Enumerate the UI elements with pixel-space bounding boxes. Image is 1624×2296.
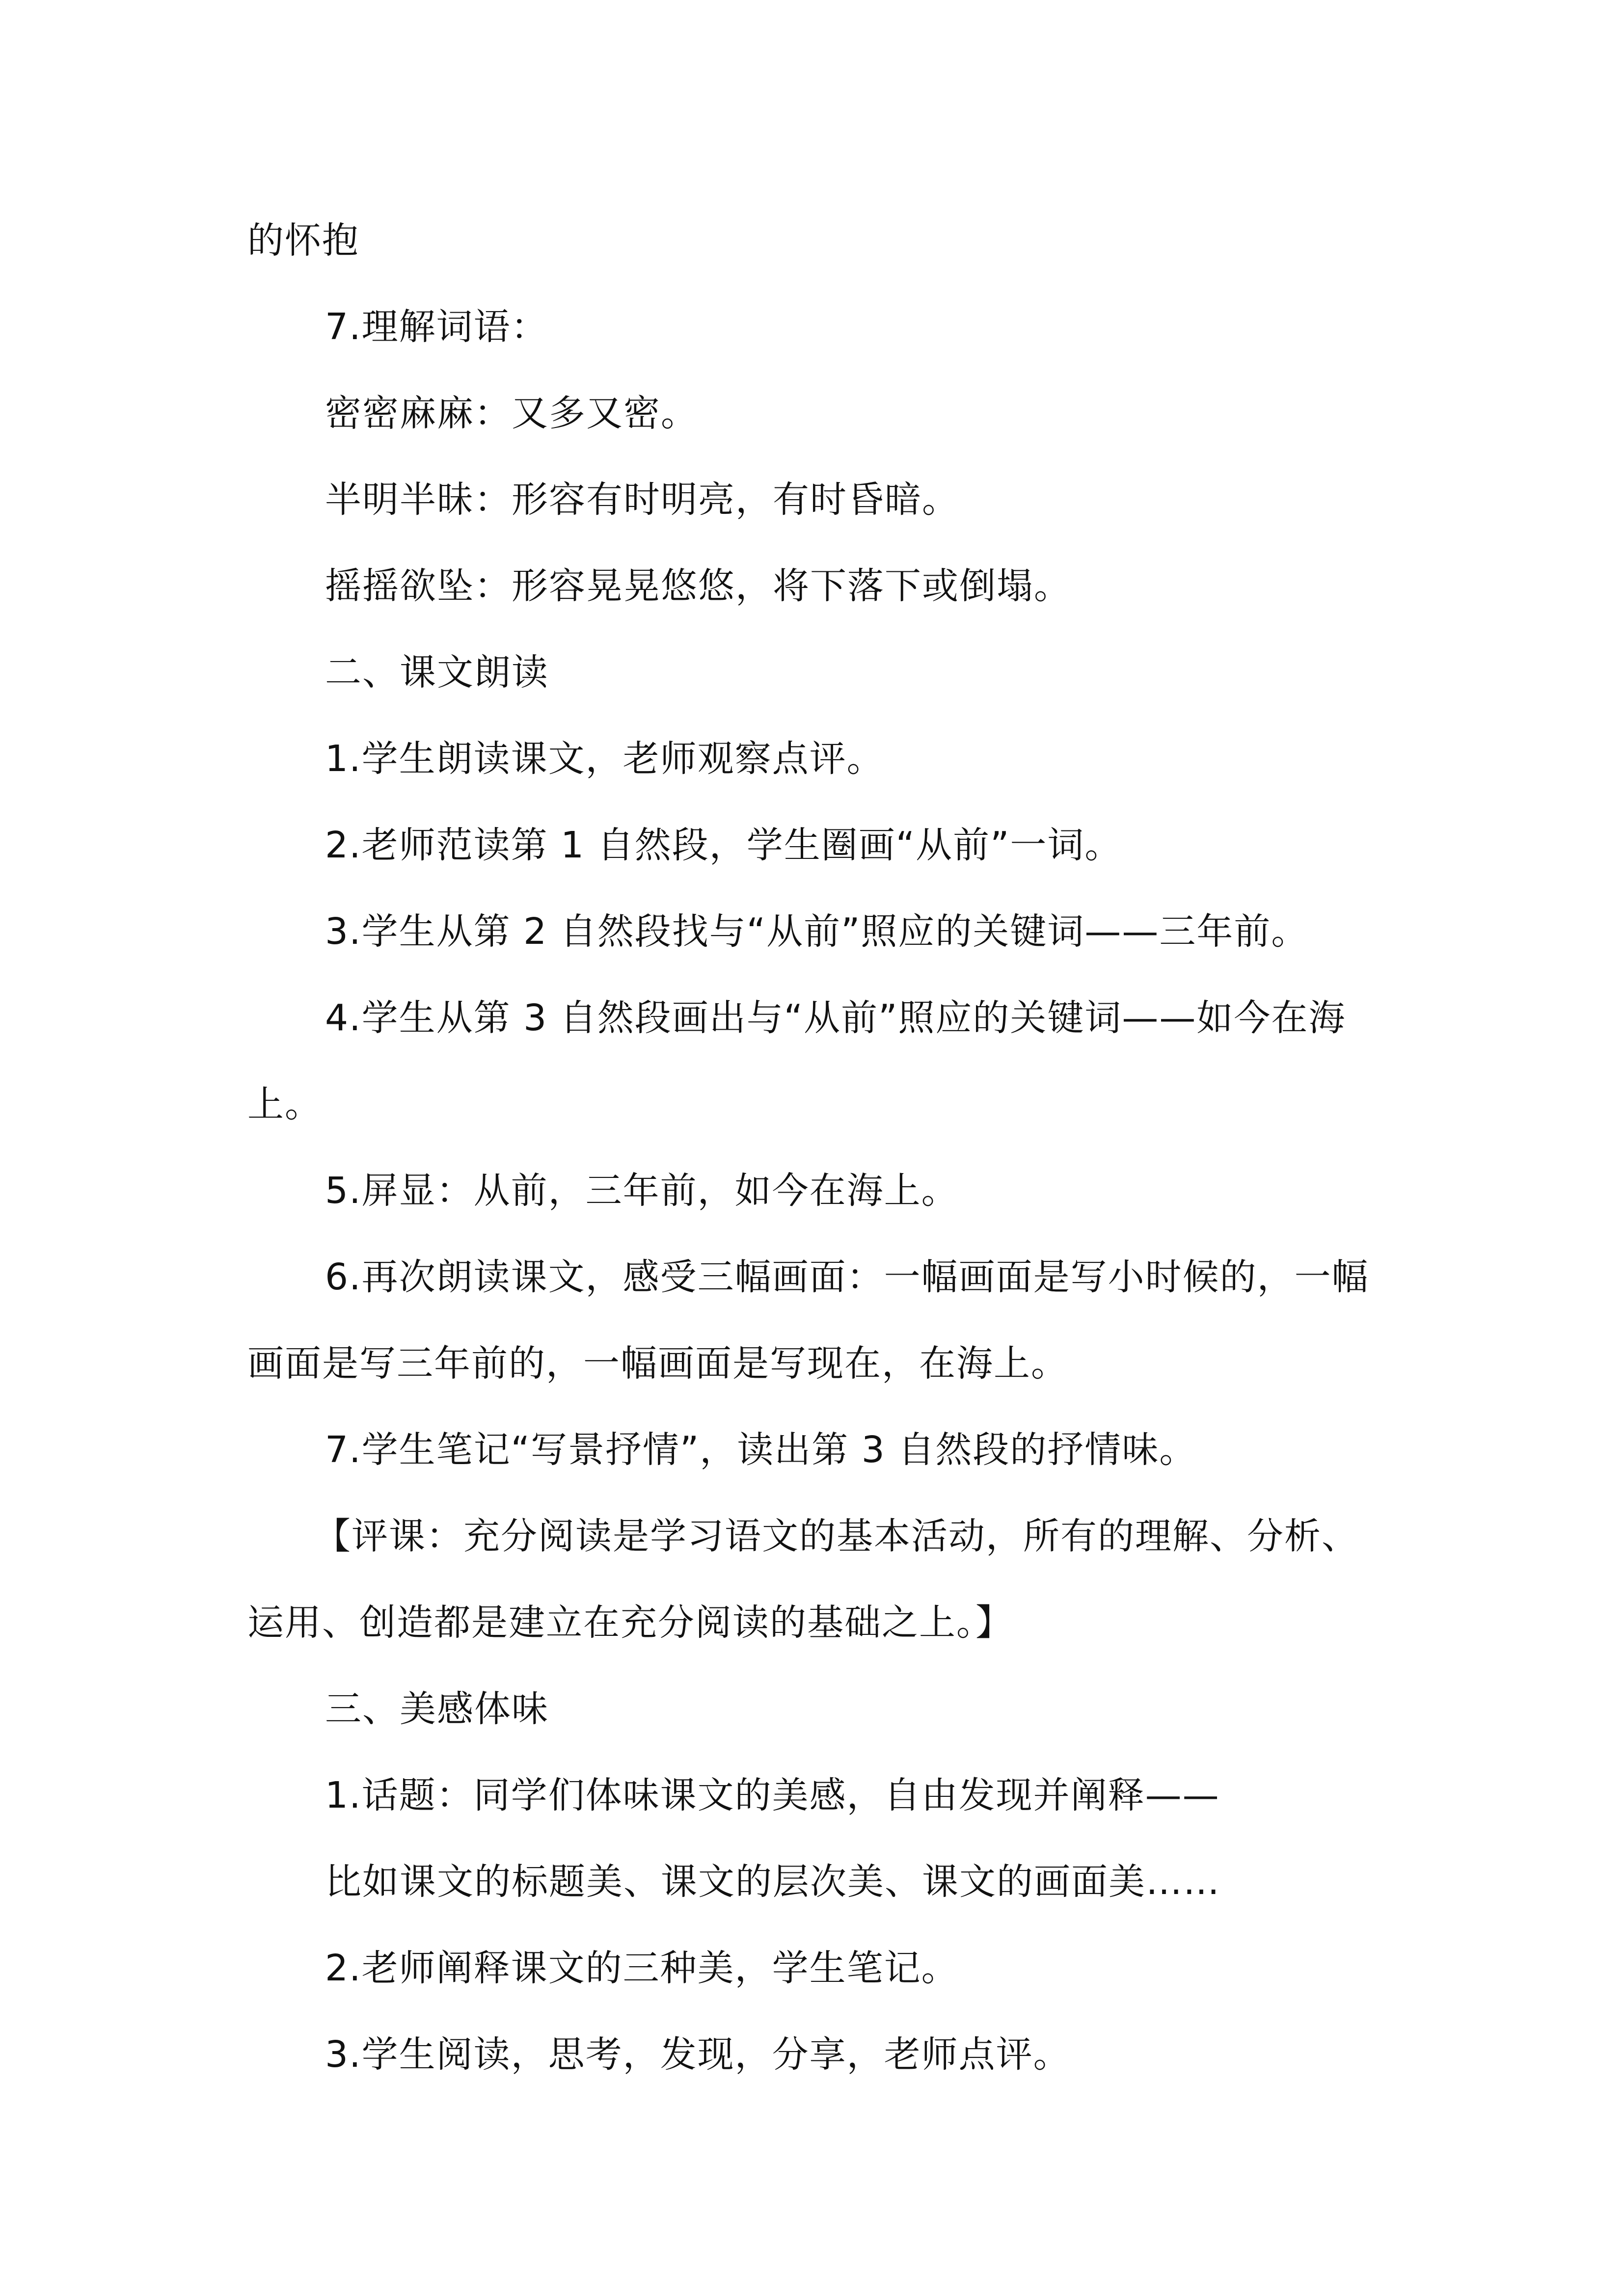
text-line: 比如课文的标题美、课文的层次美、课文的画面美…… [325, 1861, 1220, 1903]
text-line: 密密麻麻：又多又密。 [325, 392, 698, 434]
text-line: 5.屏显：从前，三年前，如今在海上。 [325, 1170, 959, 1212]
text-line: 上。 [247, 1083, 322, 1125]
text-line: 画面是写三年前的，一幅画面是写现在，在海上。 [247, 1342, 1068, 1385]
section-heading: 三、美感体味 [325, 1688, 549, 1730]
text-line: 1.话题：同学们体味课文的美感，自由发现并阐释—— [325, 1774, 1220, 1816]
text-line: 摇摇欲坠：形容晃晃悠悠，将下落下或倒塌。 [325, 565, 1071, 607]
text-line: 4.学生从第 3 自然段画出与“从前”照应的关键词——如今在海 [325, 997, 1346, 1039]
text-line: 3.学生从第 2 自然段找与“从前”照应的关键词——三年前。 [325, 910, 1309, 953]
text-line: 7.学生笔记“写景抒情”，读出第 3 自然段的抒情味。 [325, 1429, 1197, 1471]
comment-line: 【评课：充分阅读是学习语文的基本活动，所有的理解、分析、 [314, 1515, 1359, 1557]
text-line: 半明半昧：形容有时明亮，有时昏暗。 [325, 479, 959, 521]
text-line: 7.理解词语： [325, 306, 548, 348]
text-line: 3.学生阅读，思考，发现，分享，老师点评。 [325, 2033, 1071, 2076]
text-line: 2.老师范读第 1 自然段，学生圈画“从前”一词。 [325, 824, 1122, 866]
text-line: 1.学生朗读课文，老师观察点评。 [325, 738, 884, 780]
comment-line: 运用、创造都是建立在充分阅读的基础之上。】 [247, 1602, 1013, 1644]
section-heading: 二、课文朗读 [325, 651, 549, 694]
text-line: 6.再次朗读课文，感受三幅画面：一幅画面是写小时候的，一幅 [325, 1256, 1369, 1298]
text-line: 2.老师阐释课文的三种美，学生笔记。 [325, 1947, 959, 1989]
text-line: 的怀抱 [247, 219, 359, 262]
